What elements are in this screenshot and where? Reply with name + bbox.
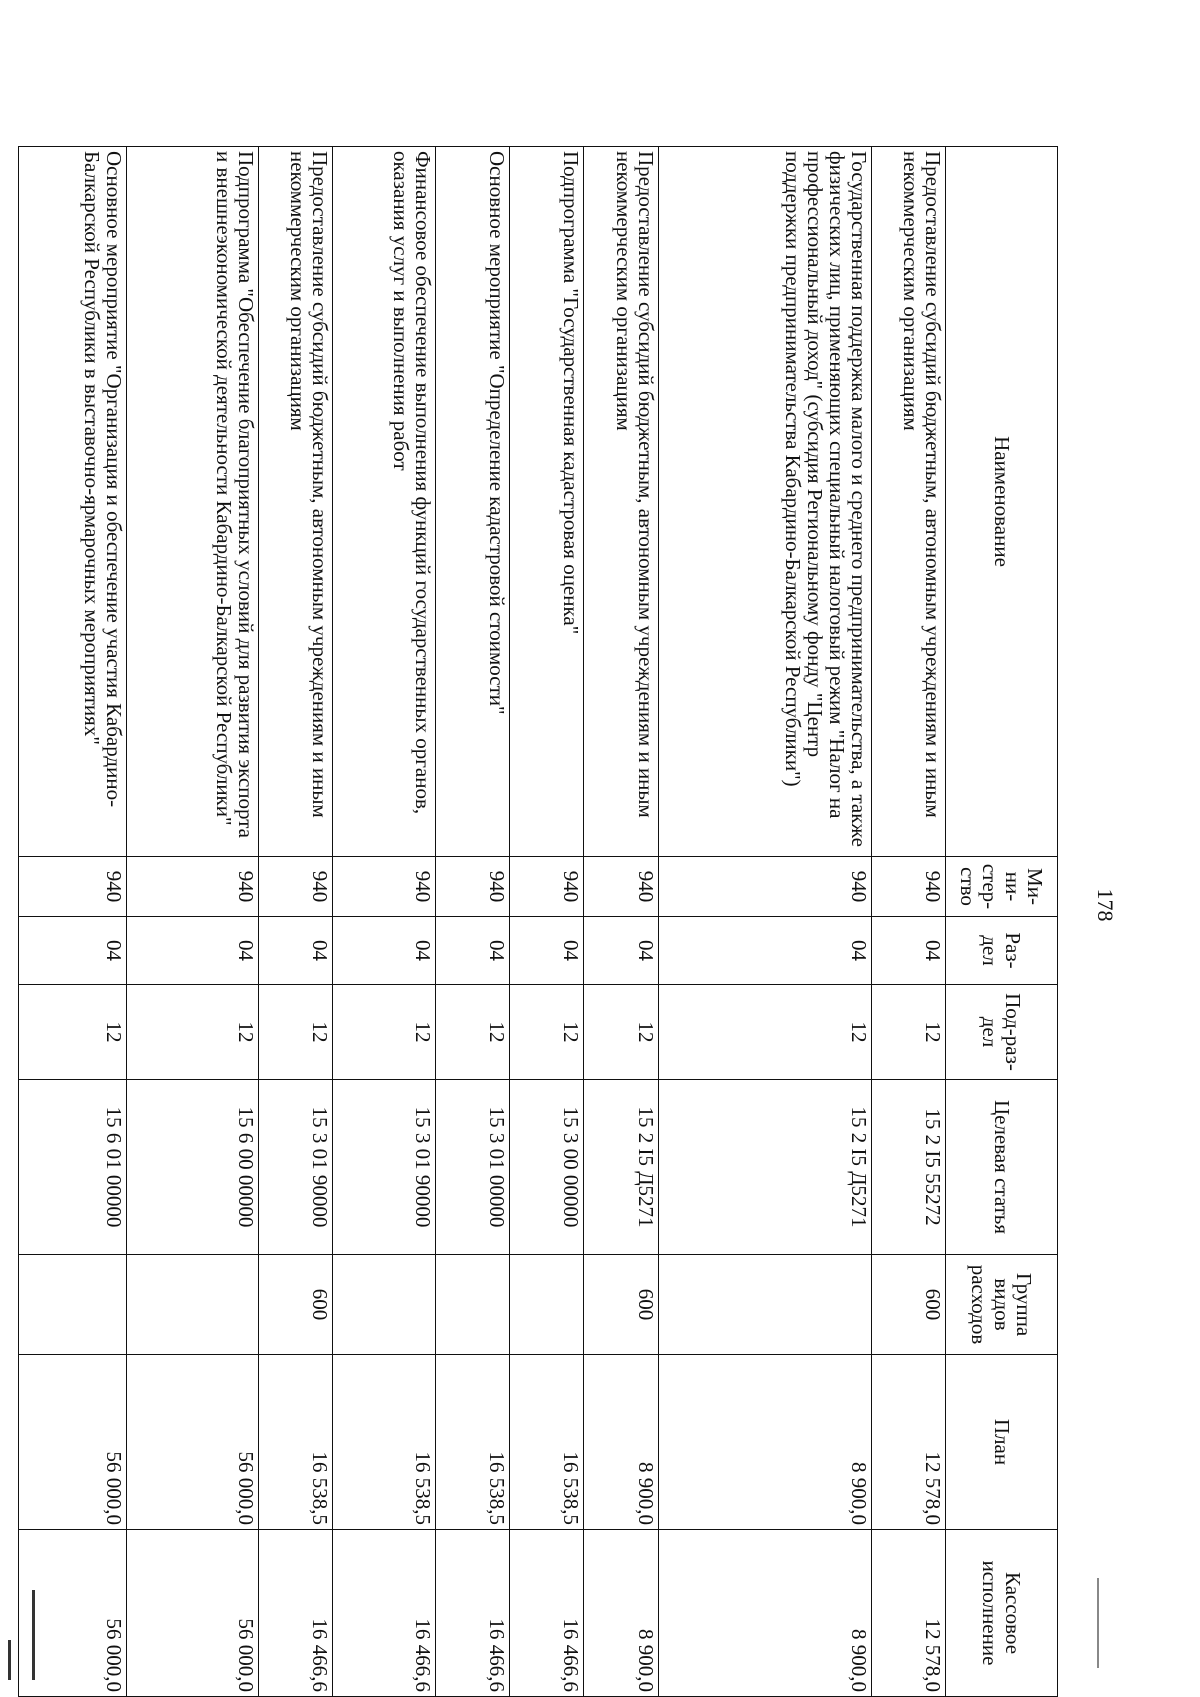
cell-plan: 16 538,5 bbox=[510, 1355, 584, 1530]
cell-name: Государственная поддержка малого и среднего предпринимательства, а также физических лиц, применяющих специальный налоговый режим "Налог на профессиональный доход" (субсидия Региональному фонду "Центр поддержки предпринимательства Кабардино-Балкарской Республики") bbox=[658, 147, 871, 857]
cell-target: 15 2 I5 Д5271 bbox=[658, 1080, 871, 1255]
header-group: Группа видов расходов bbox=[946, 1255, 1058, 1355]
cell-target: 15 2 I5 Д5271 bbox=[584, 1080, 658, 1255]
cell-ministry: 940 bbox=[584, 857, 658, 917]
cell-subsection: 12 bbox=[435, 985, 509, 1080]
cell-group bbox=[658, 1255, 871, 1355]
header-cash: Кассовое исполнение bbox=[946, 1530, 1058, 1697]
cell-cash: 16 466,6 bbox=[258, 1530, 332, 1697]
cell-group bbox=[19, 1255, 127, 1355]
cell-name: Основное мероприятие "Организация и обеспечение участия Кабардино-Балкарской Республики в выставочно-ярмарочных мероприятиях" bbox=[19, 147, 127, 857]
header-ministry: Ми-ни-стер-ство bbox=[946, 857, 1058, 917]
cell-group bbox=[332, 1255, 435, 1355]
cell-section: 04 bbox=[19, 917, 127, 985]
cell-name: Предоставление субсидий бюджетным, автономным учреждениям и иным некоммерческим организациям bbox=[871, 147, 945, 857]
cell-target: 15 6 00 00000 bbox=[126, 1080, 258, 1255]
table-row bbox=[584, 147, 658, 1697]
cell-subsection: 12 bbox=[658, 985, 871, 1080]
cell-section: 04 bbox=[332, 917, 435, 985]
cell-plan: 56 000,0 bbox=[19, 1355, 127, 1530]
cell-ministry: 940 bbox=[510, 857, 584, 917]
cell-name: Подпрограмма "Государственная кадастровая оценка" bbox=[510, 147, 584, 857]
cell-group bbox=[126, 1255, 258, 1355]
cell-ministry: 940 bbox=[332, 857, 435, 917]
header-plan: План bbox=[946, 1355, 1058, 1530]
table-row bbox=[126, 147, 258, 1697]
scan-line bbox=[1097, 1578, 1099, 1668]
cell-name: Предоставление субсидий бюджетным, автономным учреждениям и иным некоммерческим организациям bbox=[584, 147, 658, 857]
header-row bbox=[946, 147, 1058, 1697]
cell-target: 15 3 01 00000 bbox=[435, 1080, 509, 1255]
cell-subsection: 12 bbox=[510, 985, 584, 1080]
header-subsection: Под-раз-дел bbox=[946, 985, 1058, 1080]
cell-group: 600 bbox=[584, 1255, 658, 1355]
cell-plan: 16 538,5 bbox=[332, 1355, 435, 1530]
cell-ministry: 940 bbox=[19, 857, 127, 917]
cell-name: Подпрограмма "Обеспечение благоприятных условий для развития экспорта и внешнеэкономической деятельности Кабардино-Балкарской Республики" bbox=[126, 147, 258, 857]
cell-target: 15 3 01 90000 bbox=[332, 1080, 435, 1255]
table-row bbox=[435, 147, 509, 1697]
cell-cash: 16 466,6 bbox=[510, 1530, 584, 1697]
rotated-table-container bbox=[18, 146, 1058, 1696]
cell-cash: 16 466,6 bbox=[435, 1530, 509, 1697]
cell-ministry: 940 bbox=[871, 857, 945, 917]
cell-plan: 12 578,0 bbox=[871, 1355, 945, 1530]
header-name: Наименование bbox=[946, 147, 1058, 857]
cell-name: Финансовое обеспечение выполнения функций государственных органов, оказания услуг и выполнения работ bbox=[332, 147, 435, 857]
cell-cash: 8 900,0 bbox=[584, 1530, 658, 1697]
cell-plan: 8 900,0 bbox=[658, 1355, 871, 1530]
cell-name: Предоставление субсидий бюджетным, автономным учреждениям и иным некоммерческим организациям bbox=[258, 147, 332, 857]
cell-name: Основное мероприятие "Определение кадастровой стоимости" bbox=[435, 147, 509, 857]
cell-section: 04 bbox=[126, 917, 258, 985]
scan-mark bbox=[8, 1640, 11, 1680]
cell-ministry: 940 bbox=[658, 857, 871, 917]
cell-plan: 16 538,5 bbox=[435, 1355, 509, 1530]
header-section: Раз-дел bbox=[946, 917, 1058, 985]
table-row bbox=[19, 147, 127, 1697]
header-target: Целевая статья bbox=[946, 1080, 1058, 1255]
cell-cash: 8 900,0 bbox=[658, 1530, 871, 1697]
cell-subsection: 12 bbox=[19, 985, 127, 1080]
budget-table bbox=[18, 146, 1058, 1697]
cell-subsection: 12 bbox=[332, 985, 435, 1080]
scan-mark bbox=[32, 1590, 35, 1680]
cell-subsection: 12 bbox=[126, 985, 258, 1080]
table-row bbox=[658, 147, 871, 1697]
cell-cash: 56 000,0 bbox=[19, 1530, 127, 1697]
cell-group bbox=[510, 1255, 584, 1355]
cell-plan: 16 538,5 bbox=[258, 1355, 332, 1530]
cell-section: 04 bbox=[435, 917, 509, 985]
cell-cash: 12 578,0 bbox=[871, 1530, 945, 1697]
cell-ministry: 940 bbox=[435, 857, 509, 917]
cell-target: 15 3 00 00000 bbox=[510, 1080, 584, 1255]
cell-plan: 56 000,0 bbox=[126, 1355, 258, 1530]
cell-group: 600 bbox=[871, 1255, 945, 1355]
cell-section: 04 bbox=[658, 917, 871, 985]
cell-group bbox=[435, 1255, 509, 1355]
cell-subsection: 12 bbox=[871, 985, 945, 1080]
cell-target: 15 6 01 00000 bbox=[19, 1080, 127, 1255]
table-row bbox=[258, 147, 332, 1697]
cell-section: 04 bbox=[871, 917, 945, 985]
cell-group: 600 bbox=[258, 1255, 332, 1355]
cell-plan: 8 900,0 bbox=[584, 1355, 658, 1530]
cell-cash: 56 000,0 bbox=[126, 1530, 258, 1697]
cell-section: 04 bbox=[258, 917, 332, 985]
cell-target: 15 2 I5 55272 bbox=[871, 1080, 945, 1255]
cell-target: 15 3 01 90000 bbox=[258, 1080, 332, 1255]
cell-subsection: 12 bbox=[584, 985, 658, 1080]
cell-ministry: 940 bbox=[258, 857, 332, 917]
cell-subsection: 12 bbox=[258, 985, 332, 1080]
cell-ministry: 940 bbox=[126, 857, 258, 917]
table-row bbox=[332, 147, 435, 1697]
page-number: 178 bbox=[1093, 888, 1118, 922]
table-row bbox=[871, 147, 945, 1697]
cell-cash: 16 466,6 bbox=[332, 1530, 435, 1697]
cell-section: 04 bbox=[584, 917, 658, 985]
cell-section: 04 bbox=[510, 917, 584, 985]
table-row bbox=[510, 147, 584, 1697]
